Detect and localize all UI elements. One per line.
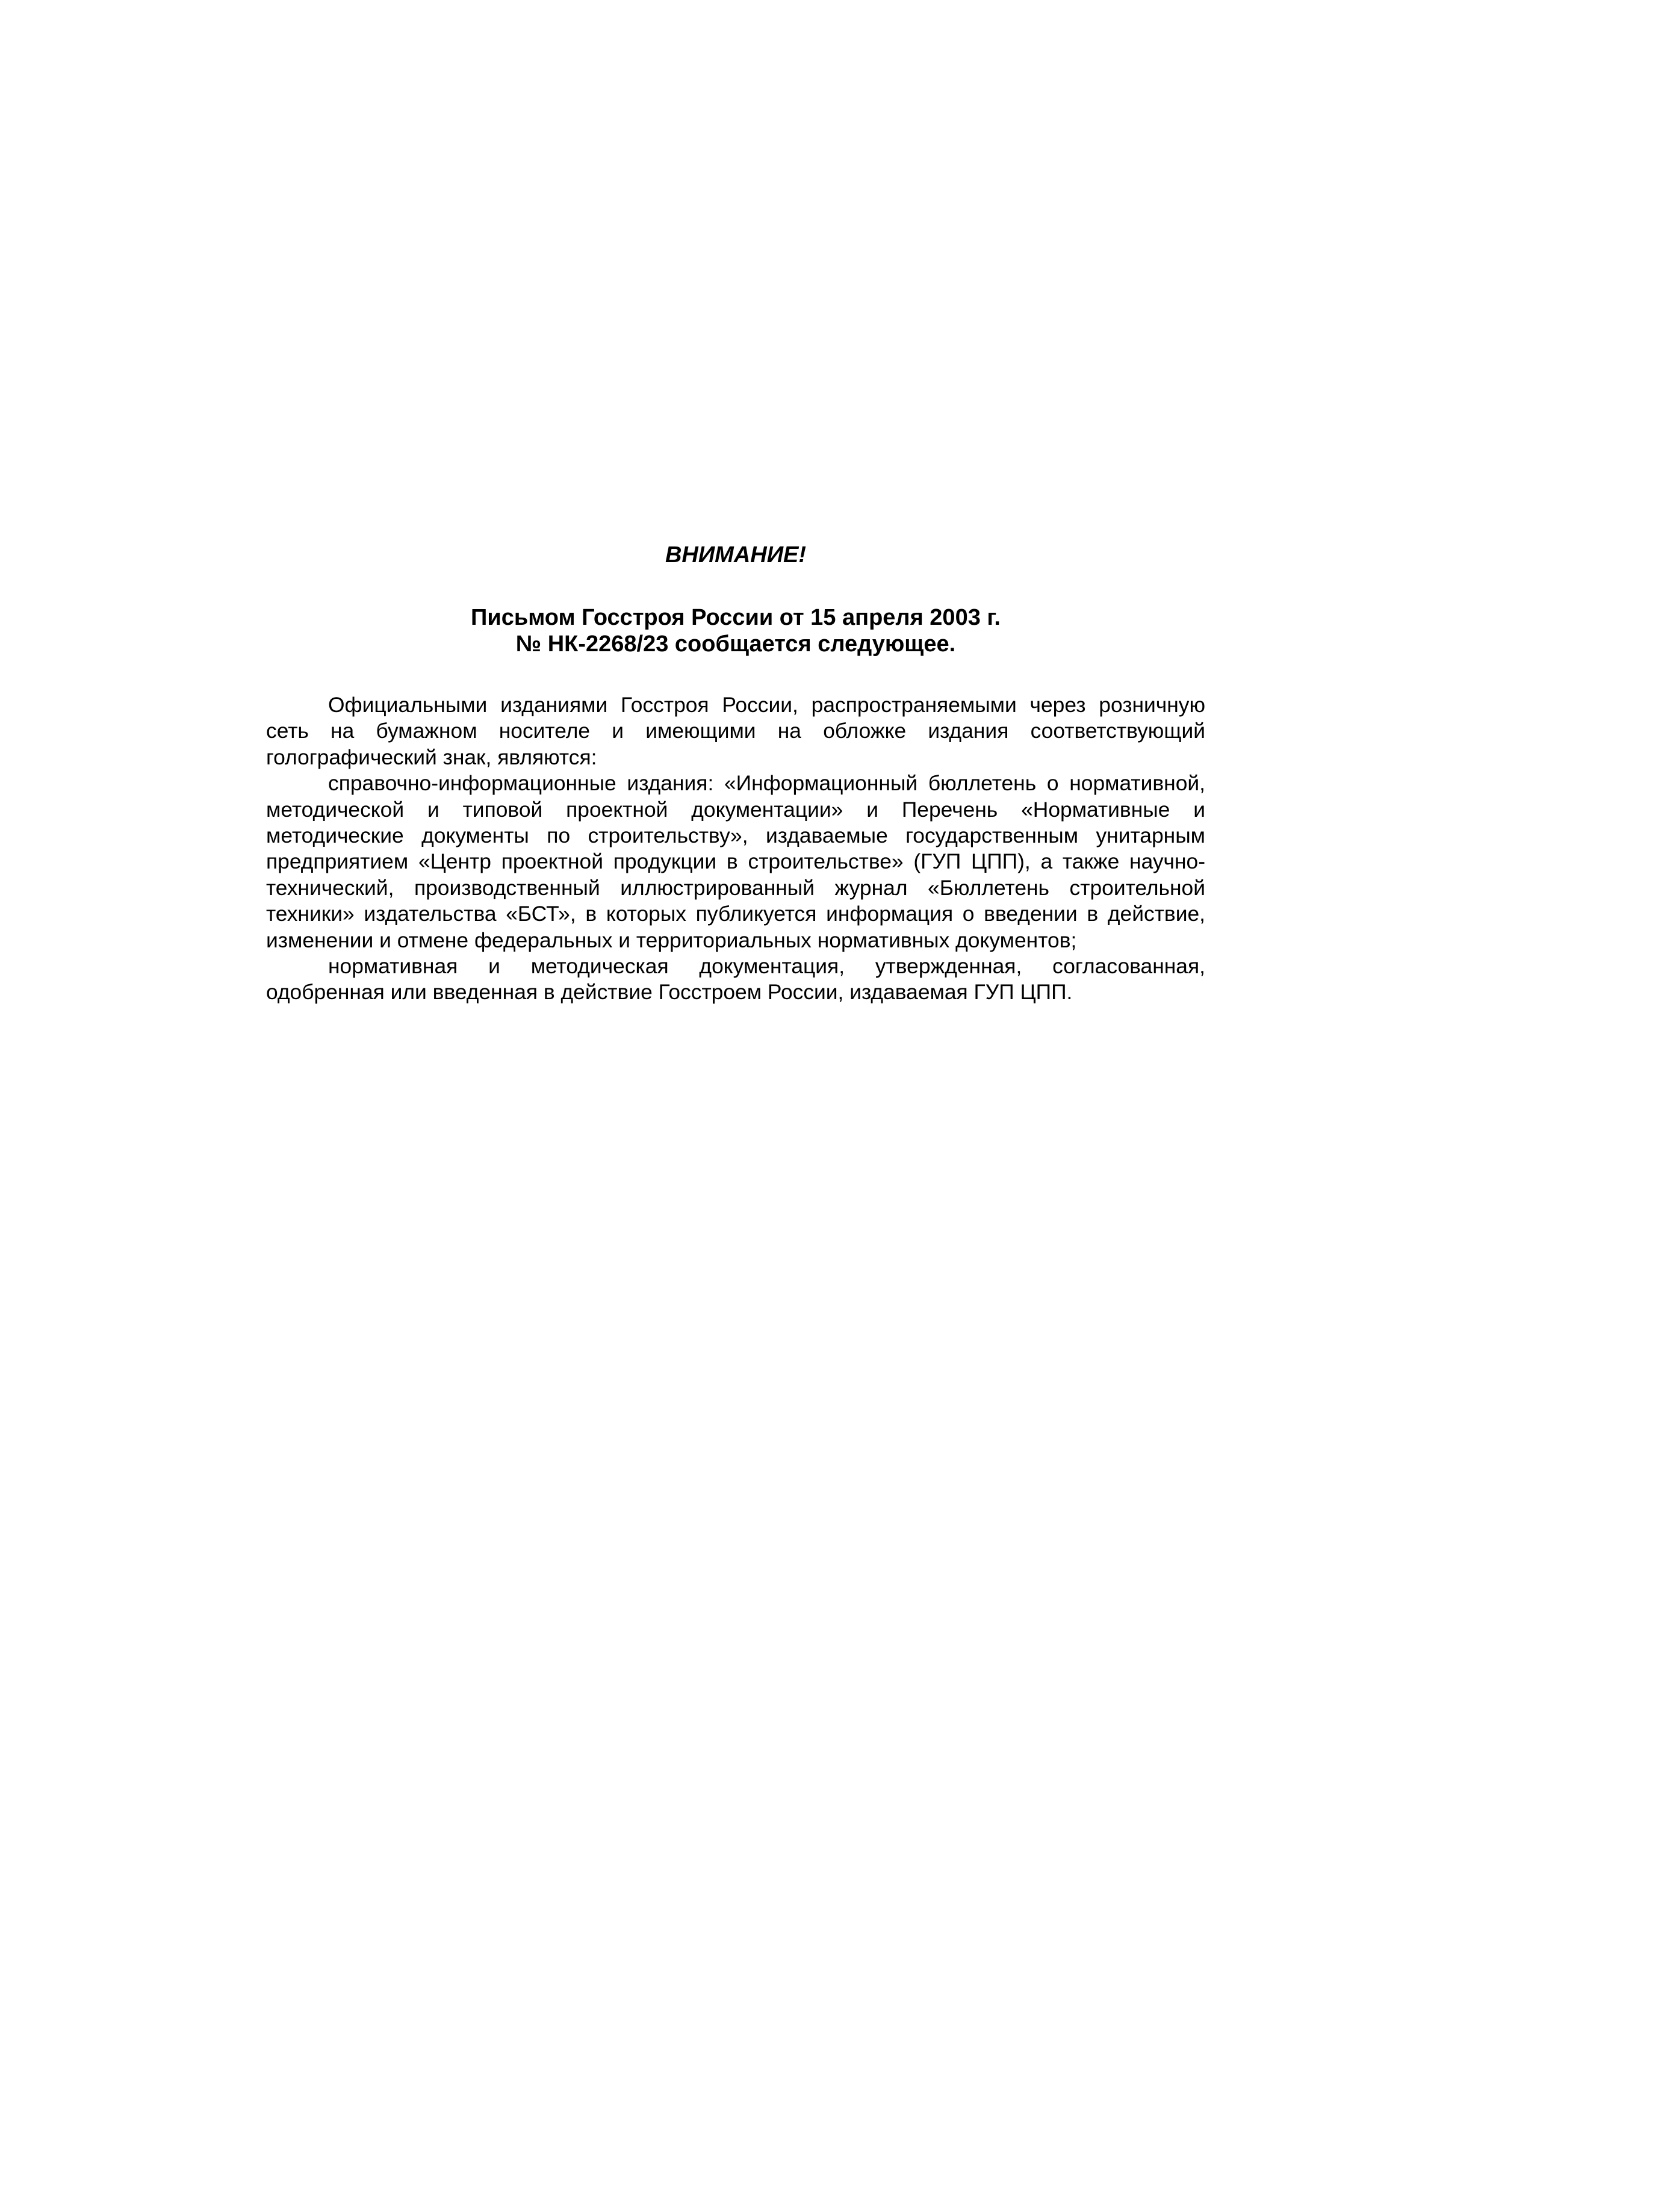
notice-heading: ВНИМАНИЕ! (665, 542, 807, 568)
subtitle-line-2: № НК-2268/23 сообщается следующее. (515, 631, 956, 657)
notice-block (266, 542, 1205, 1006)
notice-body (266, 692, 1205, 1006)
paragraph-reference-editions: справочно-информационные издания: «Информационный бюллетень о нормативной, методической и типовой проектной документации» и Перечень «Нормативные и методические документы по строительству», издаваемые государственным унитарным предприятием «Центр проектной продукции в строительстве» (ГУП ЦПП), а также научно-технический, производственный иллюстрированный журнал «Бюллетень строительной техники» издательства «БСТ», в которых публикуется информация о введении в действие, изменении и отмене федеральных и территориальных нормативных документов; (266, 771, 1205, 952)
notice-subtitle (266, 604, 1205, 657)
paragraph-normative-documentation: нормативная и методическая документация, утвержденная, согласованная, одобренная или введенная в действие Госстроем России, издаваемая ГУП ЦПП. (266, 954, 1205, 1005)
subtitle-line-1: Письмом Госстроя России от 15 апреля 2003 г. (471, 605, 1001, 630)
paragraph-official-editions: Официальными изданиями Госстроя России, распространяемыми через розничную сеть на бумажном носителе и имеющими на обложке издания соответствующий голографический знак, являются: (266, 693, 1205, 769)
